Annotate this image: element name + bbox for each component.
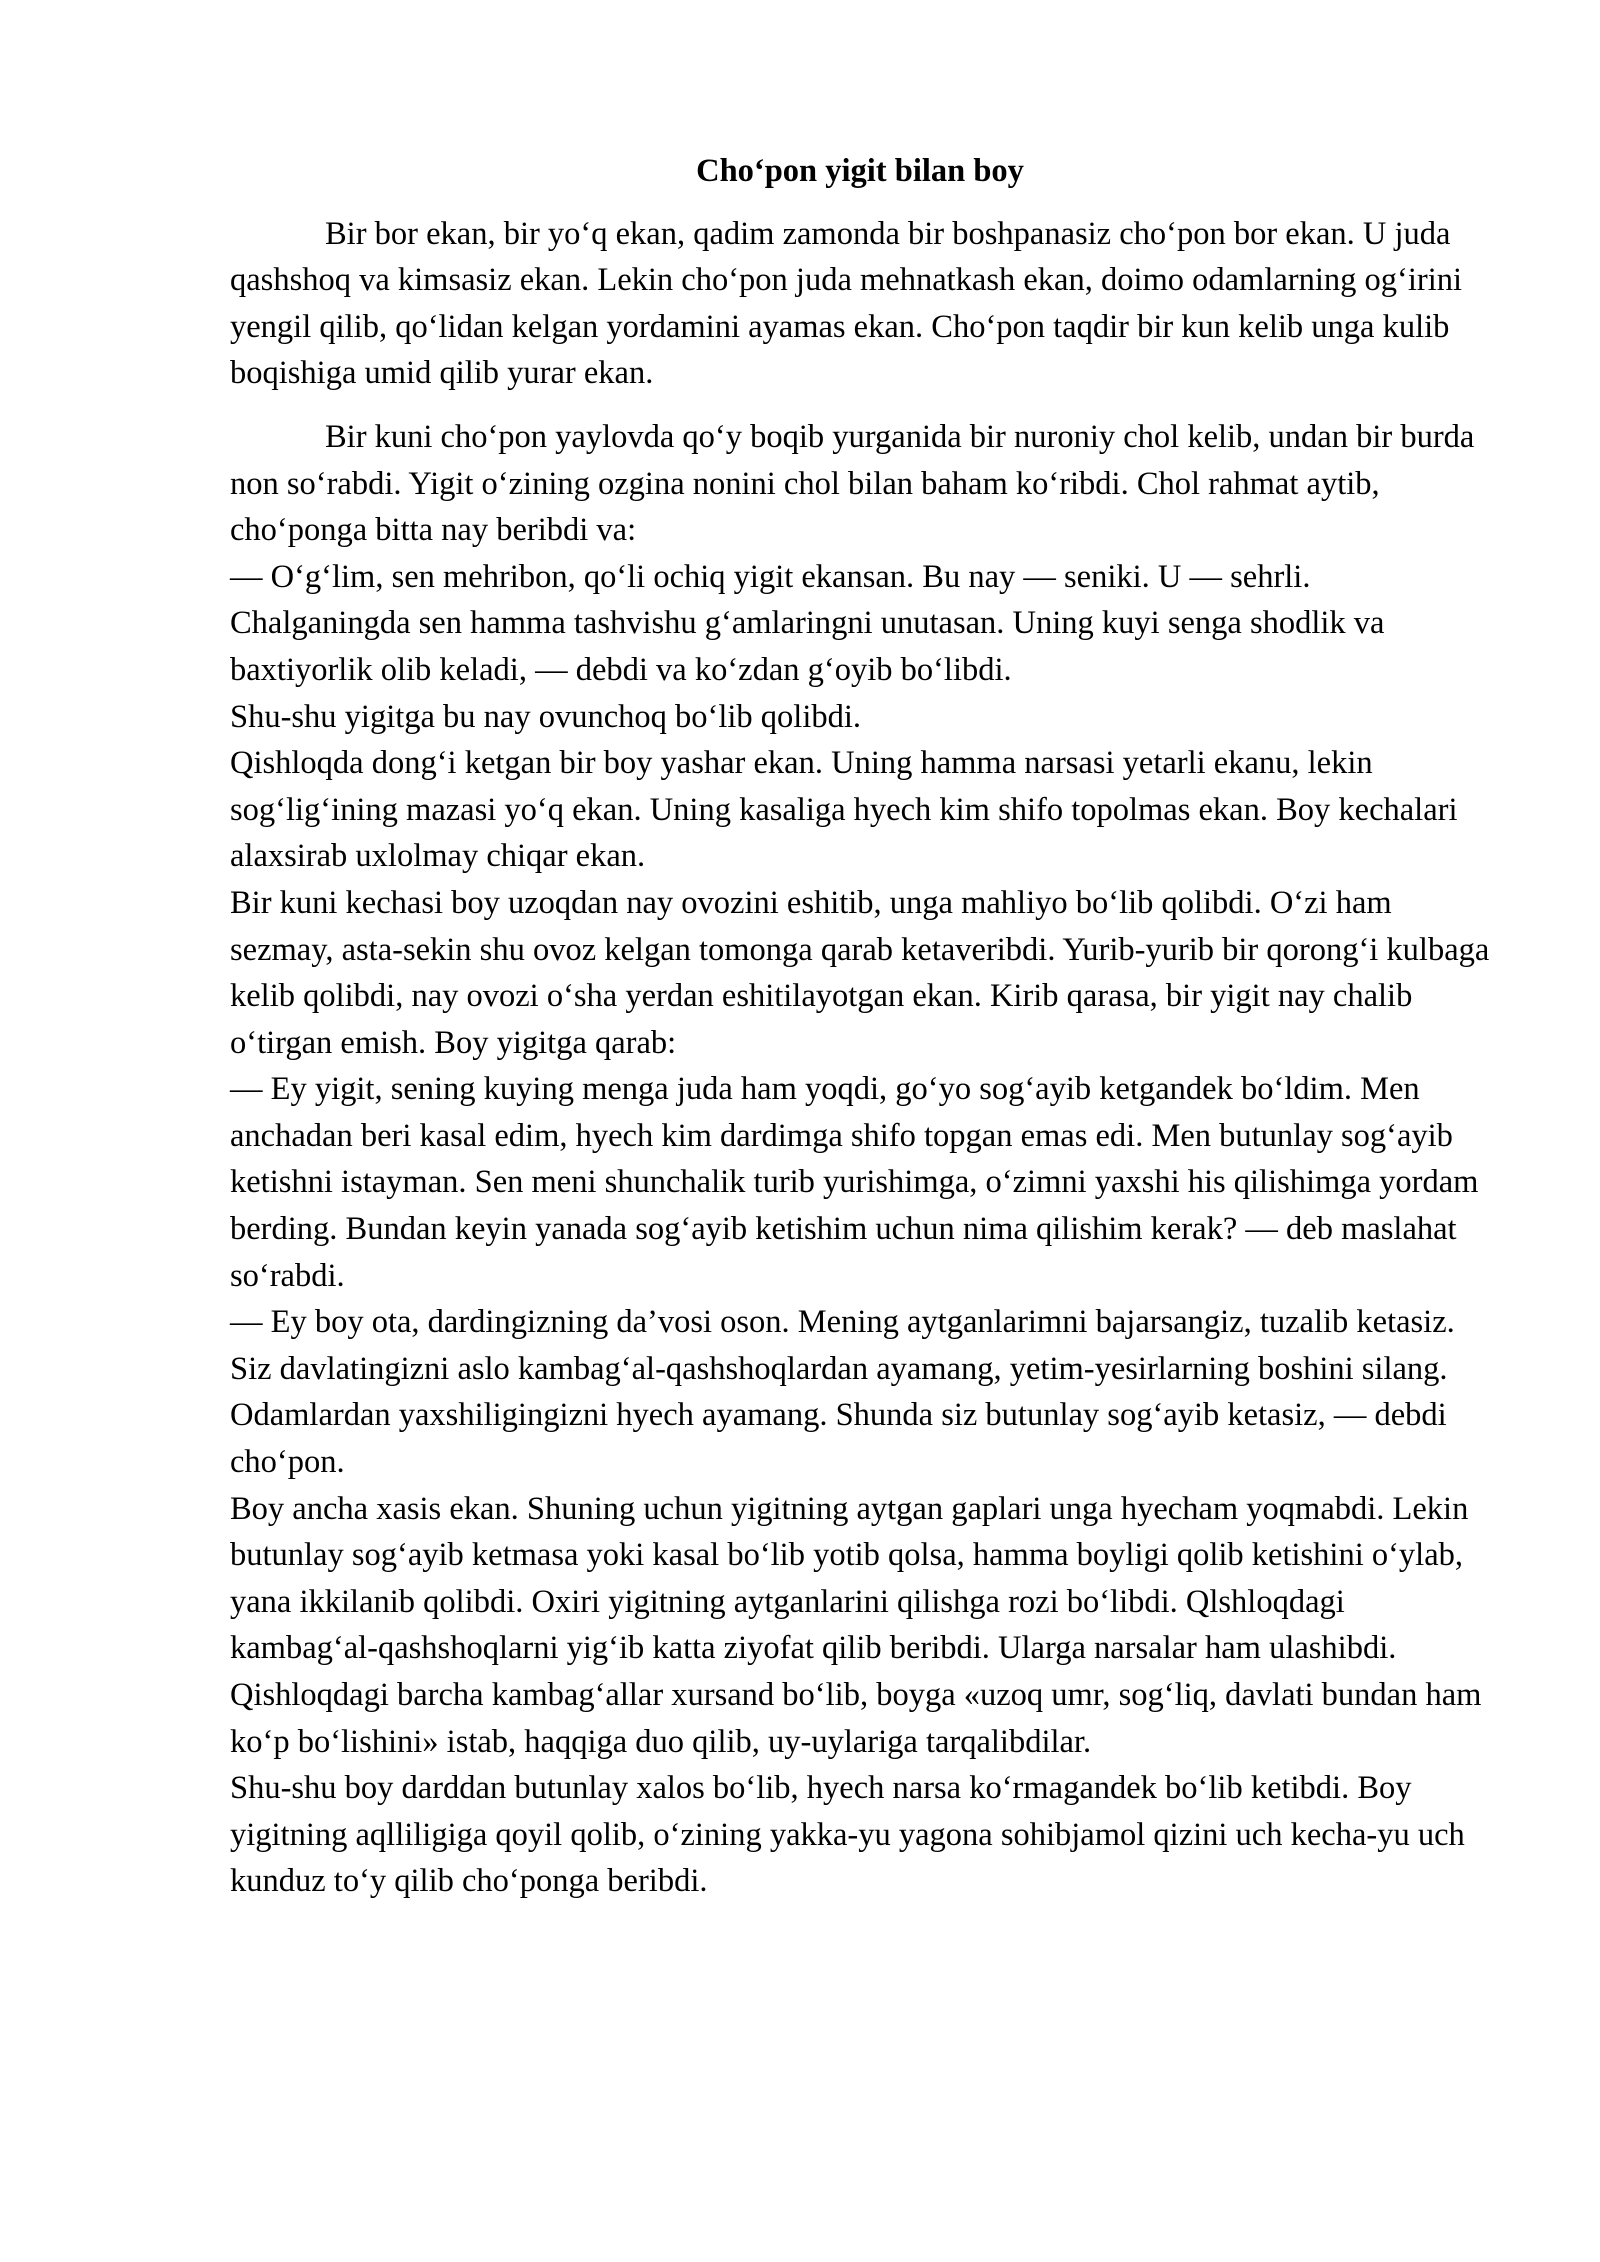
paragraph-4: Shu-shu yigitga bu nay ovunchoq bo‘lib qolibdi.	[230, 698, 862, 735]
paragraph-2: Bir kuni cho‘pon yaylovda qo‘y boqib yurganida bir nuroniy chol kelib, undan bir burda non so‘rabdi. Yigit o‘zining ozgina nonini chol bilan baham ko‘ribdi. Chol rahmat aytib, cho‘ponga bitta nay beribdi va:	[230, 418, 1475, 549]
document-body	[230, 148, 1490, 1905]
paragraph-9: Boy ancha xasis ekan. Shuning uchun yigitning aytgan gaplari unga hyecham yoqmabdi. Lekin butunlay sog‘ayib ketmasa yoki kasal bo‘lib yotib qolsa, hamma boyligi qolib ketishini o‘ylab, yana ikkilanib qolibdi. Oxiri yigitning aytganlarini qilishga rozi bo‘libdi. Qlshloqdagi kambag‘al-qashshoqlarni yig‘ib katta ziyofat qilib beribdi. Ularga narsalar ham ulashibdi. Qishloqdagi barcha kambag‘allar xursand bo‘lib, boyga «uzoq umr, sog‘liq, davlati bundan ham ko‘p bo‘lishini» istab, haqqiga duo qilib, uy-uylariga tarqalibdilar.	[230, 1490, 1482, 1760]
paragraph-7: — Ey yigit, sening kuying menga juda ham yoqdi, go‘yo sog‘ayib ketgandek bo‘ldim. Men anchadan beri kasal edim, hyech kim dardimga shifo topgan emas edi. Men butunlay sog‘ayib ketishni istayman. Sen meni shunchalik turib yurishimga, o‘zimni yaxshi his qilishimga yordam berding. Bundan keyin yanada sog‘ayib ketishim uchun nima qilishim kerak? — deb maslahat so‘rabdi.	[230, 1071, 1479, 1294]
document-title: Cho‘pon yigit bilan boy	[696, 153, 1024, 189]
paragraph-3: — O‘g‘lim, sen mehribon, qo‘li ochiq yigit ekansan. Bu nay — seniki. U — sehrli. Chalganingda sen hamma tashvishu g‘amlaringni unutasan. Uning kuyi senga shodlik va baxtiyorlik olib keladi, — debdi va ko‘zdan g‘oyib bo‘libdi.	[230, 558, 1385, 688]
paragraph-1: Bir bor ekan, bir yo‘q ekan, qadim zamonda bir boshpanasiz cho‘pon bor ekan. U juda qashshoq va kimsasiz ekan. Lekin cho‘pon juda mehnatkash ekan, doimo odamlarning og‘irini yengil qilib, qo‘lidan kelgan yordamini ayamas ekan. Cho‘pon taqdir bir kun kelib unga kulib boqishiga umid qilib yurar ekan.	[230, 215, 1463, 392]
paragraph-10: Shu-shu boy darddan butunlay xalos bo‘lib, hyech narsa ko‘rmagandek bo‘lib ketibdi. Boy yigitning aqlliligiga qoyil qolib, o‘zining yakka-yu yagona sohibjamol qizini uch kecha-yu uch kunduz to‘y qilib cho‘ponga beribdi.	[230, 1770, 1465, 1900]
paragraph-8: — Ey boy ota, dardingizning da’vosi oson. Mening aytganlarimni bajarsangiz, tuzalib ketasiz. Siz davlatingizni aslo kambag‘al-qashshoqlardan ayamang, yetim-yesirlarning boshini silang. Odamlardan yaxshiligingizni hyech ayamang. Shunda siz butunlay sog‘ayib ketasiz, — debdi cho‘pon.	[230, 1304, 1455, 1481]
paragraph-5: Qishloqda dong‘i ketgan bir boy yashar ekan. Uning hamma narsasi yetarli ekanu, lekin sog‘lig‘ining mazasi yo‘q ekan. Uning kasaliga hyech kim shifo topolmas ekan. Boy kechalari alaxsirab uxlolmay chiqar ekan.	[230, 745, 1458, 875]
paragraph-6: Bir kuni kechasi boy uzoqdan nay ovozini eshitib, unga mahliyo bo‘lib qolibdi. O‘zi ham sezmay, asta-sekin shu ovoz kelgan tomonga qarab ketaveribdi. Yurib-yurib bir qorong‘i kulbaga kelib qolibdi, nay ovozi o‘sha yerdan eshitilayotgan ekan. Kirib qarasa, bir yigit nay chalib o‘tirgan emish. Boy yigitga qarab:	[230, 884, 1490, 1061]
